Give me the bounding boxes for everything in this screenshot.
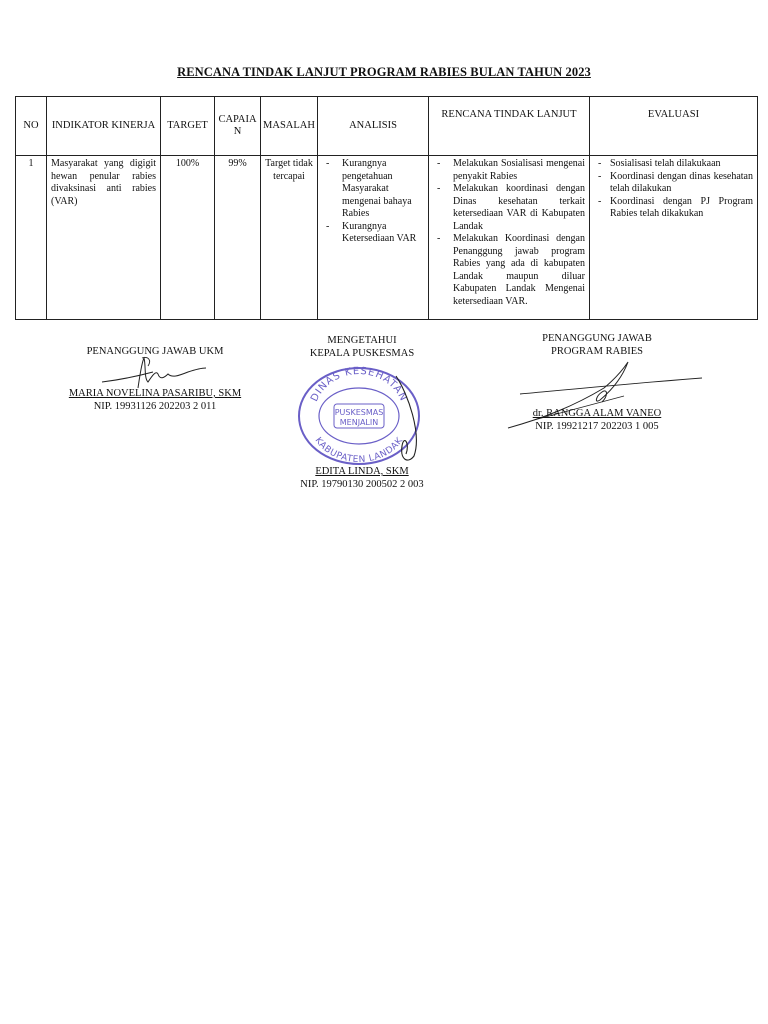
- cell-capaian: 99%: [215, 156, 261, 320]
- puskesmas-stamp: [296, 364, 422, 466]
- list-item: - Kurangnya pengetahuan Masyarakat mengenai bahaya Rabies: [322, 158, 424, 221]
- analisis-list: [322, 158, 424, 246]
- header-analisis: ANALISIS: [318, 97, 429, 156]
- header-rtl: RENCANA TINDAK LANJUT: [429, 97, 590, 156]
- list-item: - Koordinasi dengan PJ Program Rabies telah dikakukan: [594, 196, 753, 221]
- signature-kepala: [262, 335, 462, 360]
- evaluasi-list: [594, 158, 753, 221]
- signature-kepala-role-2: KEPALA PUSKESMAS: [309, 347, 415, 359]
- table-row: [16, 156, 758, 320]
- rtl-list: [433, 158, 585, 308]
- svg-text:DINAS KESEHATAN: DINAS KESEHATAN: [309, 365, 409, 404]
- signature-rabies: [497, 333, 697, 358]
- signature-rabies-nip: NIP. 19921217 202203 1 005: [535, 420, 659, 432]
- cell-rtl: [429, 156, 590, 320]
- signature-rabies-name: dr. RANGGA ALAM VANEO: [532, 408, 662, 419]
- cell-no: 1: [16, 156, 47, 320]
- signature-kepala-details: [262, 466, 462, 491]
- cell-target: 100%: [161, 156, 215, 320]
- header-no: NO: [16, 97, 47, 156]
- signature-rabies-details: [497, 408, 697, 433]
- cell-analisis: [318, 156, 429, 320]
- signature-rabies-role-2: PROGRAM RABIES: [551, 345, 643, 357]
- list-item: - Sosialisasi telah dilakukaan: [594, 158, 753, 171]
- list-item: - Melakukan koordinasi dengan Dinas kesehatan terkait ketersediaan VAR di Kabupaten Landak: [433, 183, 585, 233]
- list-item: - Koordinasi dengan dinas kesehatan telah dilakukan: [594, 171, 753, 196]
- cell-indikator: Masyarakat yang digigit hewan penular rabies divaksinasi anti rabies (VAR): [47, 156, 161, 320]
- header-evaluasi: EVALUASI: [590, 97, 758, 156]
- stamp-center-line-1: PUSKESMAS: [334, 408, 384, 417]
- rtl-table: [15, 96, 758, 320]
- signature-ukm-nip: NIP. 19931126 202203 2 011: [93, 400, 217, 412]
- header-indikator: INDIKATOR KINERJA: [47, 97, 161, 156]
- stamp-center-line-2: MENJALIN: [339, 418, 379, 427]
- header-target: TARGET: [161, 97, 215, 156]
- signature-ukm-name: MARIA NOVELINA PASARIBU, SKM: [68, 388, 242, 399]
- signature-rabies-role-1: PENANGGUNG JAWAB: [542, 333, 652, 344]
- cell-evaluasi: [590, 156, 758, 320]
- signature-kepala-nip: NIP. 19790130 200502 2 003: [300, 478, 424, 490]
- list-item: - Melakukan Sosialisasi mengenai penyakit Rabies: [433, 158, 585, 183]
- svg-text:KABUPATEN LANDAK: KABUPATEN LANDAK: [312, 435, 406, 466]
- header-capaian: CAPAIAN: [215, 97, 261, 156]
- signature-ukm-details: [55, 388, 255, 413]
- header-masalah: MASALAH: [261, 97, 318, 156]
- list-item: - Melakukan Koordinasi dengan Penanggung jawab program Rabies yang ada di kabupaten Landak maupun diluar Kabupaten Landak Mengenai ketersediaan VAR.: [433, 233, 585, 308]
- table-header-row: [16, 97, 758, 156]
- list-item: - Kurangnya Ketersediaan VAR: [322, 221, 424, 246]
- signature-kepala-role-1: MENGETAHUI: [327, 335, 397, 346]
- signature-ukm-role: PENANGGUNG JAWAB UKM: [86, 346, 224, 357]
- signature-kepala-name: EDITA LINDA, SKM: [315, 466, 409, 477]
- document-title: RENCANA TINDAK LANJUT PROGRAM RABIES BULAN TAHUN 2023: [177, 65, 591, 79]
- cell-masalah: Target tidak tercapai: [261, 156, 318, 320]
